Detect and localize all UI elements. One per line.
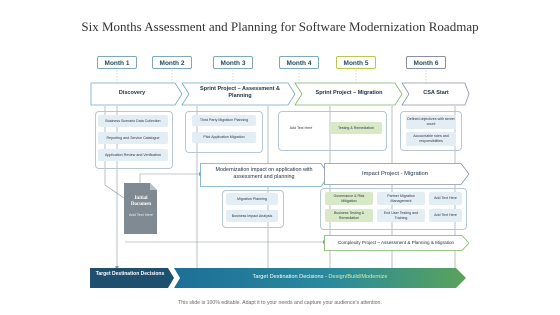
page-title: Six Months Assessment and Planning for Software Modernization Roadmap [81,19,479,34]
initial-document-title: Initial Documen [130,196,152,207]
modernization-item: Business Impact Analysis [226,210,278,222]
sprint-assessment-item: Pilot Application Migration [192,132,256,143]
initial-document-text: Add Text Here [129,213,153,217]
modernization-label: Modernization impact on application with assessment and planning [215,167,313,180]
discovery-item: Reporting and Service Catalogue [98,132,168,144]
month-6: Month 6 [406,56,446,69]
footer-note: This slide is 100% editable. Adapt it to your needs and capture your audience's attention. [178,300,382,306]
phase-discovery: Discovery [118,90,146,96]
sprint-migration-item: Add Text Here [282,122,320,134]
band-right-sub: Design/Build/Modernize [328,274,388,280]
band-right-main: Target Destination Decisions - [252,274,329,280]
impact-item: Add Text Here [429,192,462,205]
sprint-migration-item: Testing & Remediation [330,122,382,134]
impact-item: Governance & Risk Mitigation [325,192,373,205]
month-1: Month 1 [97,56,137,69]
band-left-label: Target Destination Decisions [95,271,165,277]
document-icon [124,183,158,235]
sprint-assessment-item: Third Party Migration Planning [192,115,256,126]
phase-csa-start: CSA Start [423,90,449,96]
impact-item: Add Text Here [429,209,462,222]
discovery-item: Business Scenario Data Collection [98,115,168,127]
band-right-label [180,274,460,280]
impact-label: Impact Project - Migration [361,171,429,177]
month-3: Month 3 [213,56,253,69]
month-5: Month 5 [336,56,376,69]
month-4: Month 4 [279,56,319,69]
modernization-item: Migration Planning [226,193,278,205]
month-2: Month 2 [152,56,192,69]
complexity-label: Complexity Project – Assessment & Planning & Migration [337,240,455,245]
phase-sprint-migration: Sprint Project – Migration [315,90,383,96]
csa-item: Accountable roles and responsibilities [406,132,456,146]
impact-item: Partner Migration Management [377,192,425,205]
impact-item: Business Testing & Remediation [325,209,373,222]
csa-item: Defined objectives with server count [406,115,456,129]
phase-sprint-assessment: Sprint Project – Assessment & Planning [200,86,280,99]
discovery-item: Application Review and Verification [98,149,168,161]
impact-item: End User Testing and Training [377,209,425,222]
